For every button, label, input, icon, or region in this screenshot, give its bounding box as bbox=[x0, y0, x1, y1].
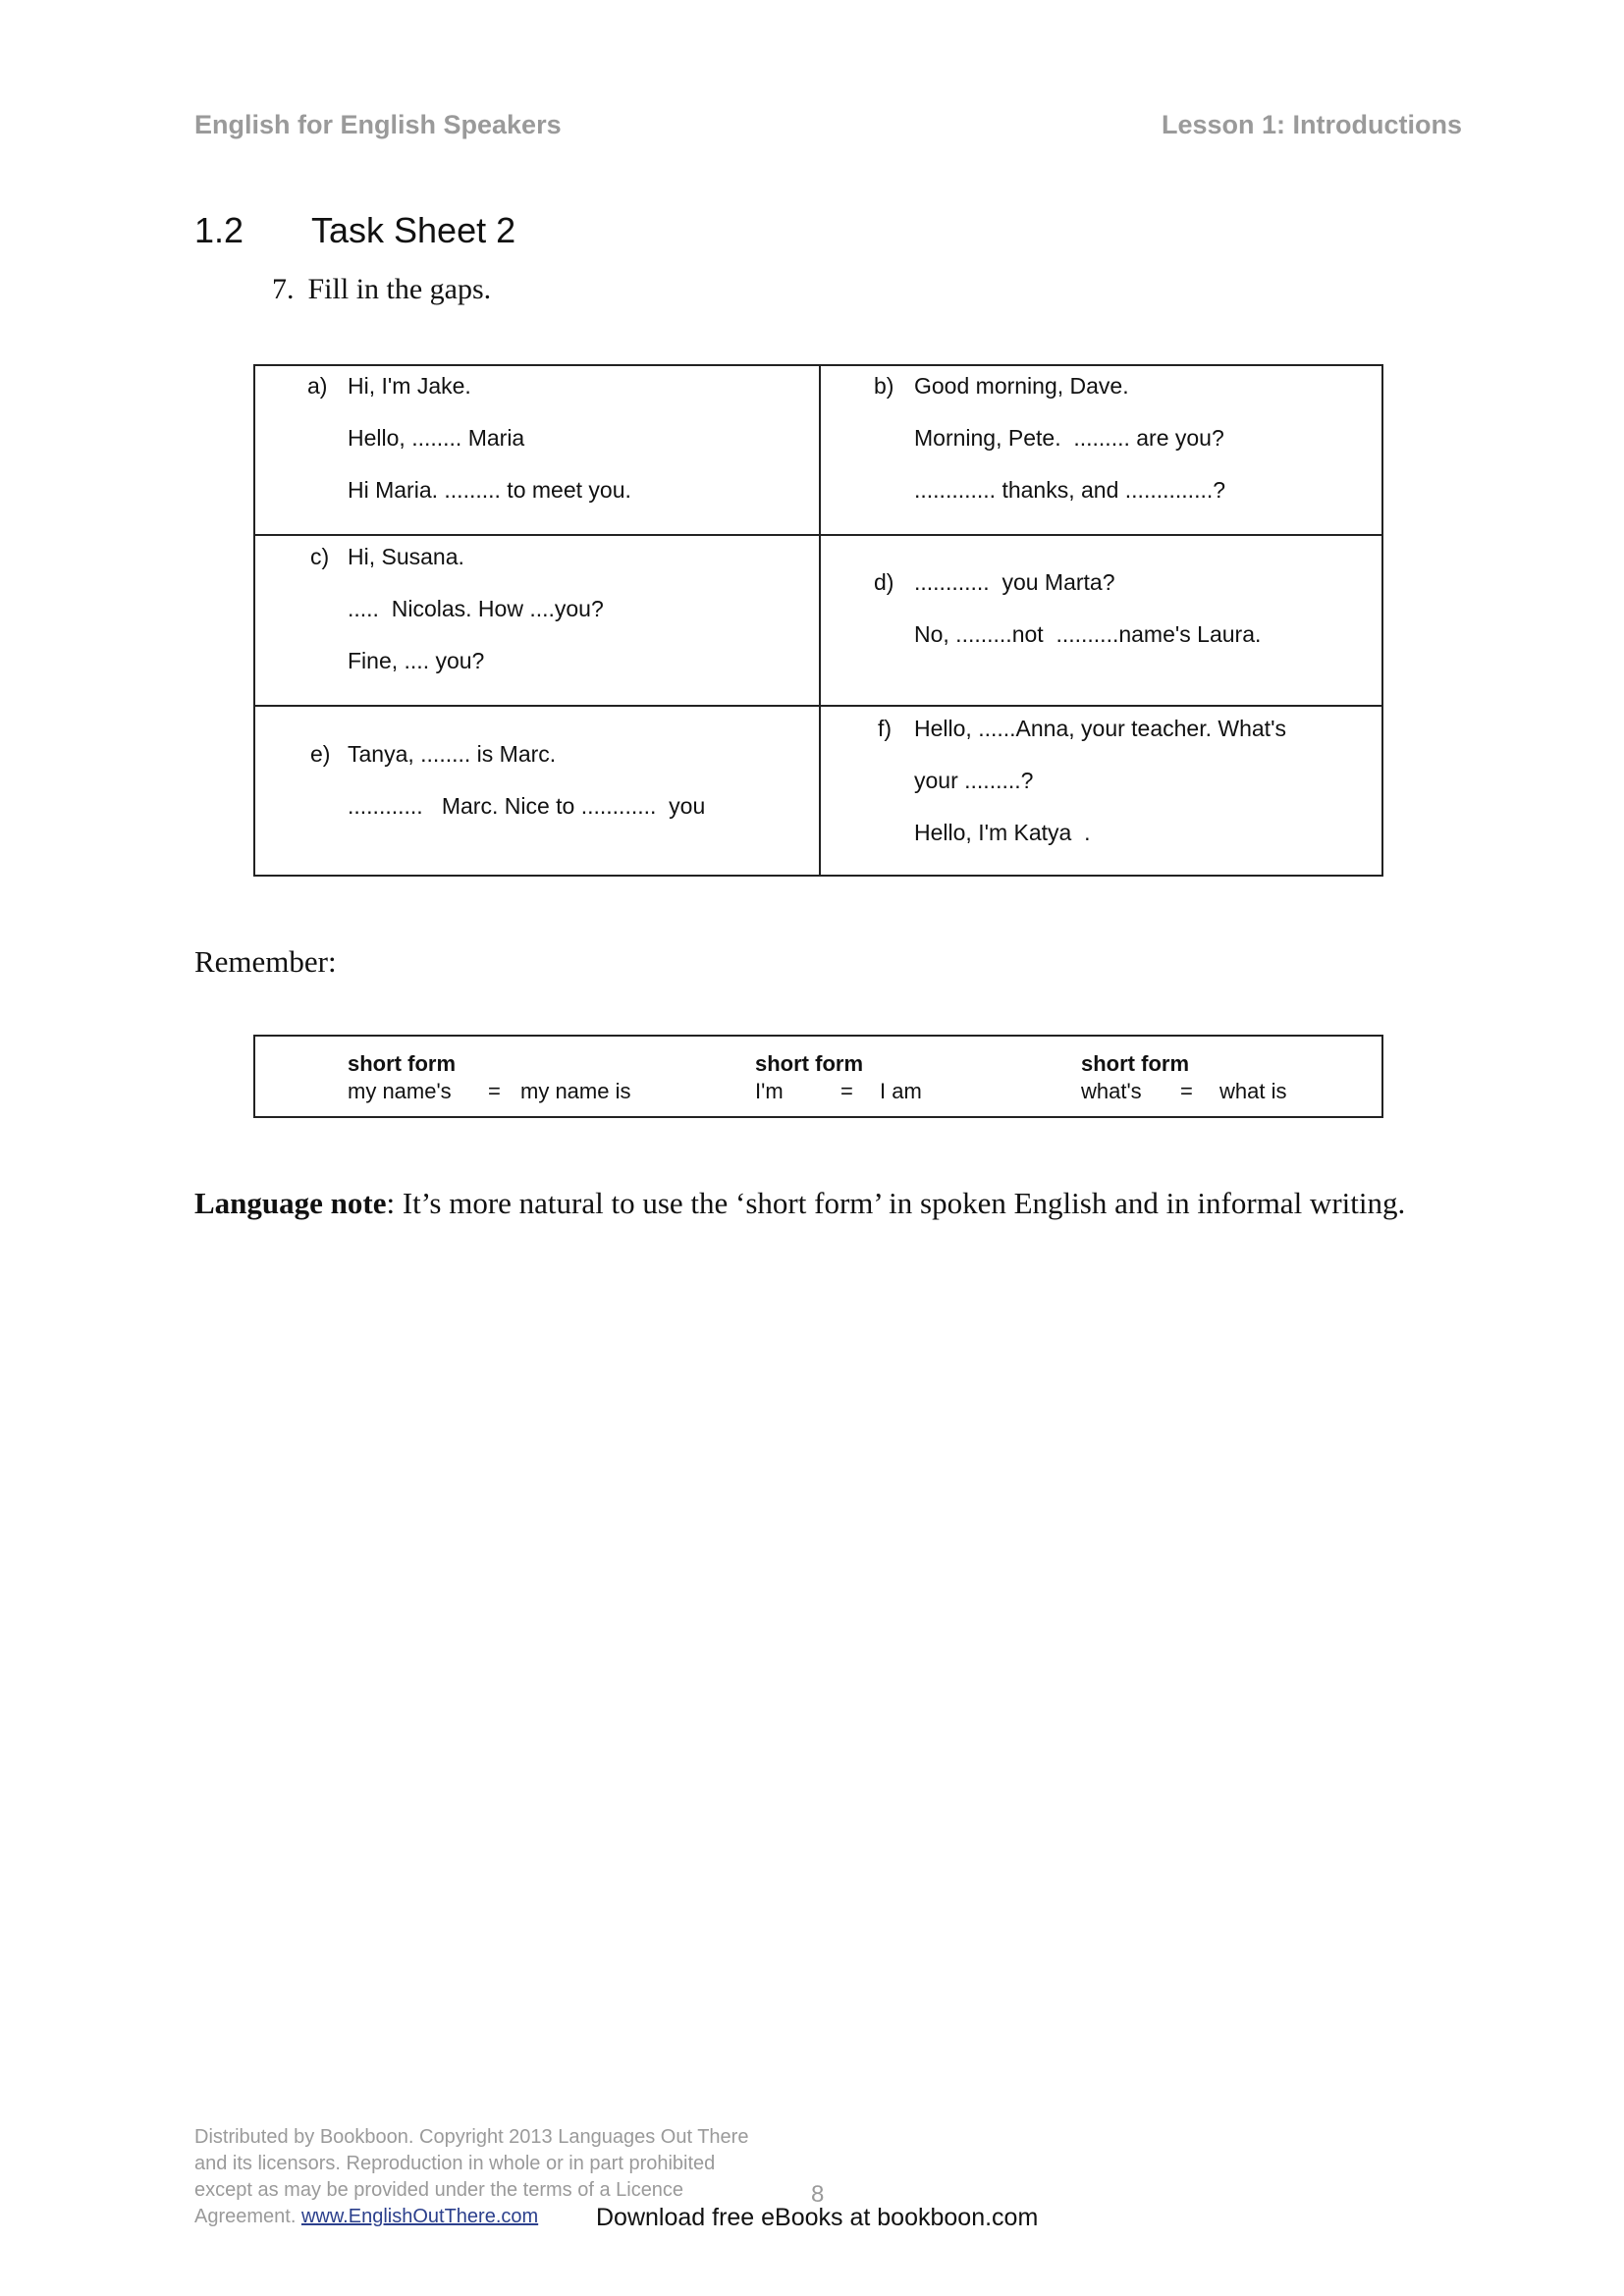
exercise-line: Hello, I'm Katya . bbox=[914, 820, 1091, 845]
website-link[interactable]: www.EnglishOutThere.com bbox=[300, 2206, 539, 2227]
exercise-line: Morning, Pete. ......... are you? bbox=[914, 425, 1224, 451]
footer-line-prefix: Agreement. bbox=[194, 2206, 301, 2227]
short-form-heading: short form bbox=[755, 1051, 863, 1076]
exercise-line: No, .........not ..........name's Laura. bbox=[914, 621, 1262, 647]
instruction-text: Fill in the gaps. bbox=[307, 273, 492, 305]
exercise-line: your .........? bbox=[914, 768, 1034, 793]
exercise-line: Tanya, ........ is Marc. bbox=[348, 741, 557, 767]
exercise-line: Hi, I'm Jake. bbox=[348, 373, 471, 399]
exercise-line: Hi Maria. ......... to meet you. bbox=[348, 477, 631, 503]
running-header-book-title: English for English Speakers bbox=[194, 110, 562, 139]
exercise-letter: b) bbox=[874, 373, 894, 399]
footer-line: except as may be provided under the terms of a Licence bbox=[194, 2179, 684, 2201]
section-title: Task Sheet 2 bbox=[311, 210, 516, 250]
footer-line: Distributed by Bookboon. Copyright 2013 Languages Out There bbox=[194, 2126, 749, 2148]
language-note-label: Language note bbox=[194, 1186, 387, 1220]
grid-divider-horizontal bbox=[255, 705, 1381, 707]
grid-divider-vertical bbox=[819, 366, 821, 875]
exercise-letter: e) bbox=[310, 741, 331, 767]
exercise-letter: c) bbox=[310, 544, 330, 569]
exercise-letter: a) bbox=[307, 373, 328, 399]
long-form-value: I am bbox=[880, 1079, 922, 1103]
footer-line: and its licensors. Reproduction in whole or in part prohibited bbox=[194, 2153, 716, 2174]
language-note bbox=[194, 1186, 1405, 1221]
exercise-letter: d) bbox=[874, 569, 894, 595]
equals-sign: = bbox=[1180, 1079, 1193, 1103]
short-form-value: what's bbox=[1081, 1079, 1142, 1103]
exercise-letter: f) bbox=[878, 716, 893, 741]
long-form-value: my name is bbox=[520, 1079, 631, 1103]
short-form-value: my name's bbox=[348, 1079, 452, 1103]
exercise-line: Fine, .... you? bbox=[348, 648, 485, 673]
long-form-value: what is bbox=[1219, 1079, 1287, 1103]
exercise-grid bbox=[253, 364, 1383, 877]
exercise-line: Good morning, Dave. bbox=[914, 373, 1129, 399]
exercise-line: Hello, ........ Maria bbox=[348, 425, 525, 451]
section-number: 1.2 bbox=[194, 210, 244, 250]
download-notice: Download free eBooks at bookboon.com bbox=[596, 2204, 1039, 2231]
short-form-value: I'm bbox=[755, 1079, 784, 1103]
short-form-box bbox=[253, 1035, 1383, 1118]
exercise-line: ..... Nicolas. How ....you? bbox=[348, 596, 604, 621]
language-note-text: : It’s more natural to use the ‘short form’ in spoken English and in informal writing. bbox=[386, 1186, 1406, 1220]
remember-label: Remember: bbox=[194, 944, 337, 979]
instruction bbox=[272, 273, 491, 306]
exercise-line: ............ Marc. Nice to ............ you bbox=[348, 793, 706, 819]
running-header-lesson-title: Lesson 1: Introductions bbox=[1162, 110, 1463, 139]
exercise-line: Hello, ......Anna, your teacher. What's bbox=[914, 716, 1286, 741]
equals-sign: = bbox=[488, 1079, 501, 1103]
exercise-line: ............ you Marta? bbox=[914, 569, 1115, 595]
exercise-line: Hi, Susana. bbox=[348, 544, 464, 569]
exercise-line: ............. thanks, and ..............? bbox=[914, 477, 1226, 503]
short-form-heading: short form bbox=[348, 1051, 456, 1076]
instruction-number: 7. bbox=[272, 273, 295, 305]
equals-sign: = bbox=[840, 1079, 853, 1103]
short-form-heading: short form bbox=[1081, 1051, 1189, 1076]
page-number: 8 bbox=[811, 2181, 825, 2208]
grid-divider-horizontal bbox=[255, 534, 1381, 536]
